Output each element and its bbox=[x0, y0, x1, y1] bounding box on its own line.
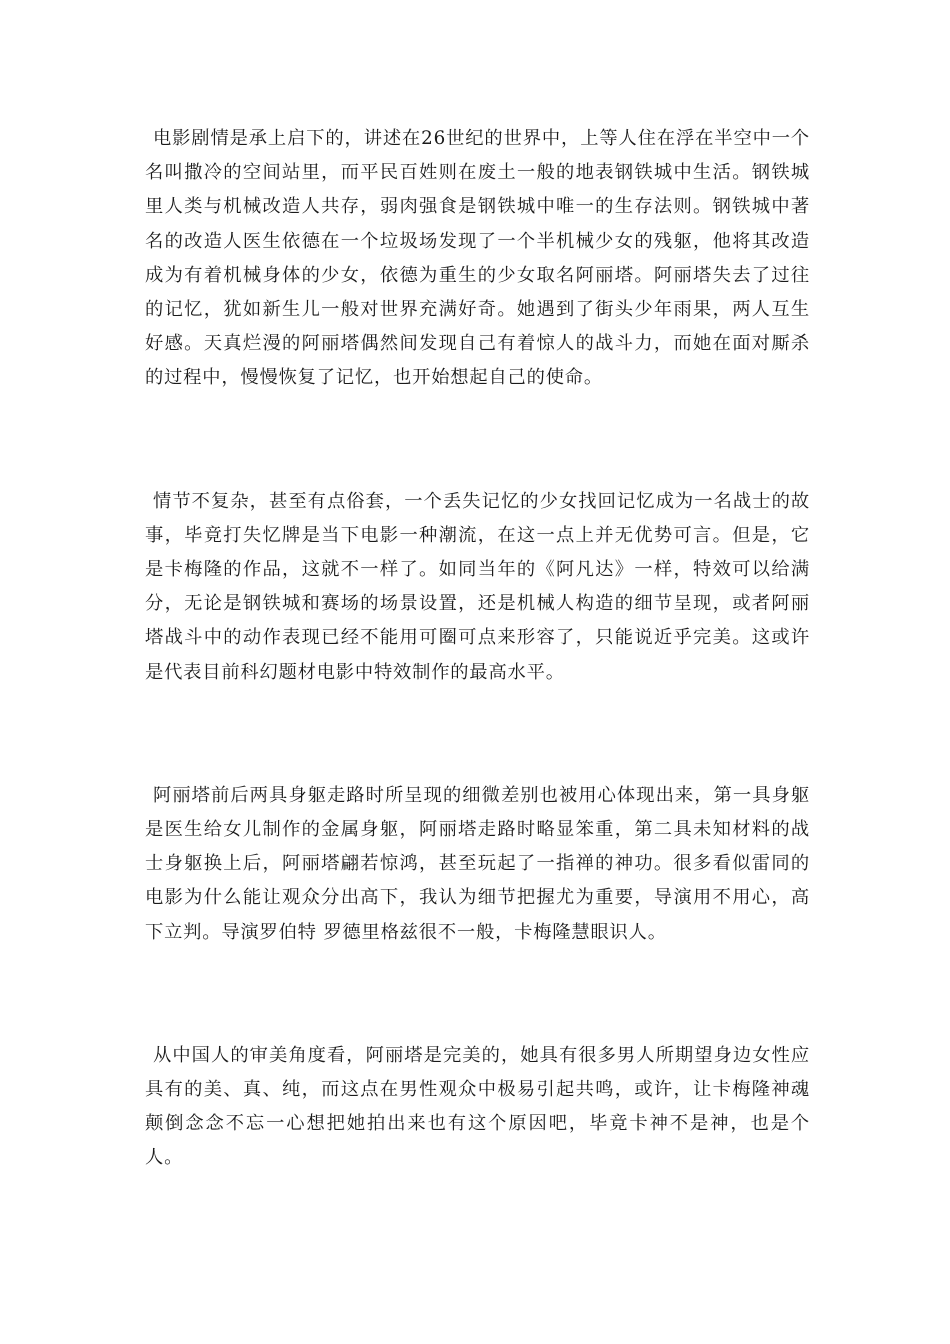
document-body bbox=[145, 110, 810, 1176]
paragraph-plot-summary: 电影剧情是承上启下的，讲述在26世纪的世界中，上等人住在浮在半空中一个名叫撒冷的空间站里，而平民百姓则在废土一般的地表钢铁城中生活。钢铁城里人类与机械改造人共存，弱肉强食是钢铁城中唯一的生存法则。钢铁城中著名的改造人医生依德在一个垃圾场发现了一个半机械少女的残躯，他将其改造成为有着机械身体的少女，依德为重生的少女取名阿丽塔。阿丽塔失去了过往的记忆，犹如新生儿一般对世界充满好奇。她遇到了街头少年雨果，两人互生好感。天真烂漫的阿丽塔偶然间发现自己有着惊人的战斗力，而她在面对厮杀的过程中，慢慢恢复了记忆，也开始想起自己的使命。 bbox=[145, 128, 810, 389]
paragraph-story-and-effects: 情节不复杂，甚至有点俗套，一个丢失记忆的少女找回记忆成为一名战士的故事，毕竟打失忆牌是当下电影一种潮流，在这一点上并无优势可言。但是，它是卡梅隆的作品，这就不一样了。如同当年的《阿凡达》一样，特效可以给满分，无论是钢铁城和赛场的场景设置，还是机械人构造的细节呈现，或者阿丽塔战斗中的动作表现已经不能用可圈可点来形容了，只能说近乎完美。这或许是代表目前科幻题材电影中特效制作的最高水平。 bbox=[145, 490, 810, 683]
paragraph-aesthetics: 从中国人的审美角度看，阿丽塔是完美的，她具有很多男人所期望身边女性应具有的美、真、纯，而这点在男性观众中极易引起共鸣，或许，让卡梅隆神魂颠倒念念不忘一心想把她拍出来也有这个原因吧，毕竟卡神不是神，也是个人。 bbox=[145, 1044, 810, 1169]
paragraph-details: 阿丽塔前后两具身躯走路时所呈现的细微差别也被用心体现出来，第一具身躯是医生给女儿制作的金属身躯，阿丽塔走路时略显笨重，第二具未知材料的战士身躯换上后，阿丽塔翩若惊鸿，甚至玩起了一指禅的神功。很多看似雷同的电影为什么能让观众分出高下，我认为细节把握尤为重要，导演用不用心，高下立判。导演罗伯特 罗德里格兹很不一般，卡梅隆慧眼识人。 bbox=[145, 784, 810, 943]
